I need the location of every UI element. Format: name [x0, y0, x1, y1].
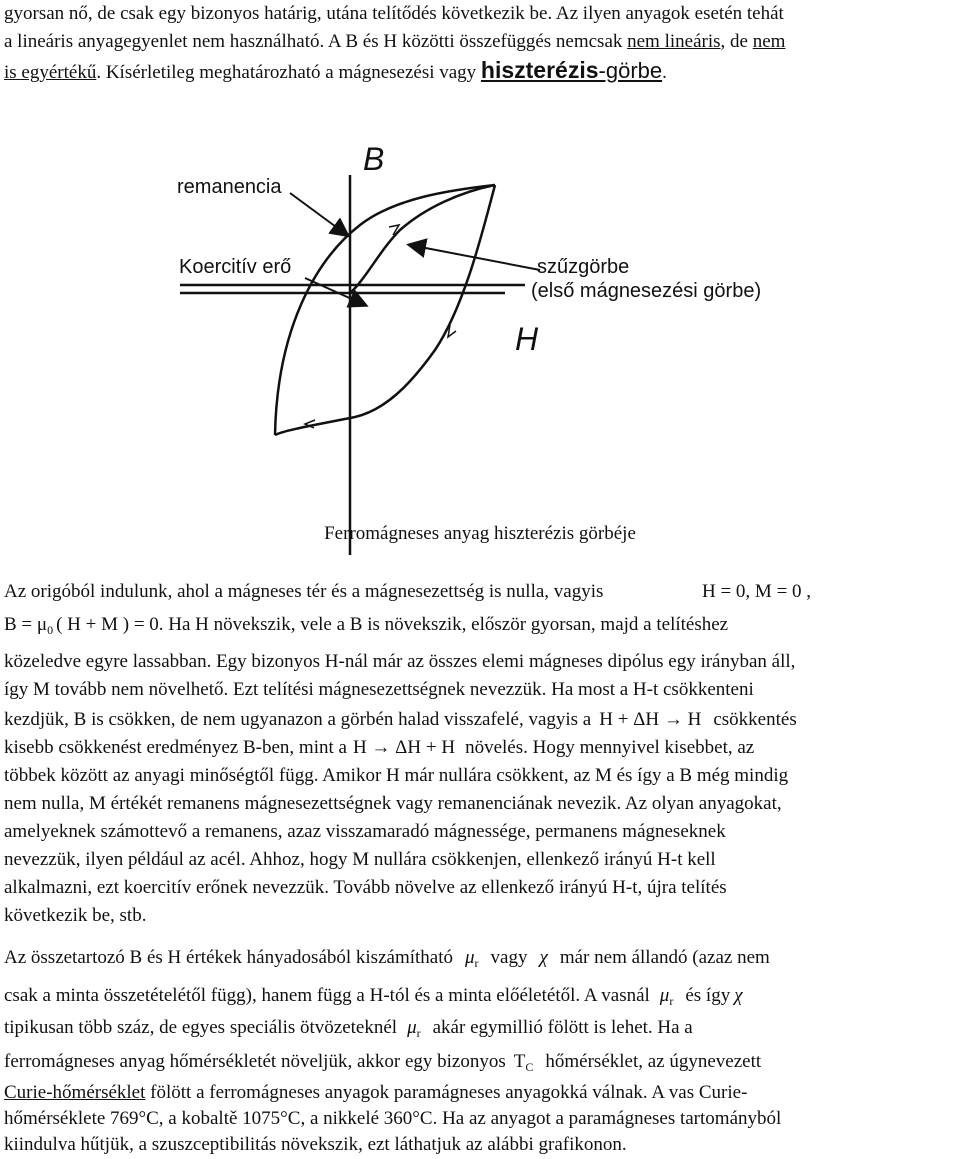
para2-text-3b: akár egymillió fölött is lehet. Ha a	[432, 1017, 693, 1038]
para1-line-10	[4, 848, 716, 872]
para2-text-1c: már nem állandó (azaz nem	[559, 947, 770, 968]
para1-text-7: többek között az anyagi minőségtől függ. Amikor H már nullára csökkent, az M és így a B még mindig	[4, 765, 789, 786]
koercitiv-label: Koercitív erő	[179, 256, 292, 278]
mu-subscript: 0	[47, 623, 54, 637]
para2-text-2a: csak a minta összetételétől függ), hanem függ a H-tól és a minta előéletétől. A vasnál	[4, 985, 650, 1006]
szuzgorbe-label-1: szűzgörbe	[537, 256, 630, 278]
para1-line-2	[4, 613, 728, 642]
para2-text-2b: és így	[685, 985, 731, 1006]
intro-text-2a: a lineáris anyagegyenlet nem használható. A B és H közötti összefüggés nemcsak	[4, 31, 628, 52]
para1-text-10: nevezzük, ilyen például az acél. Ahhoz, hogy M nullára csökkenjen, ellenkező irányú H-t kell	[4, 849, 716, 870]
mu-symbol-2: μ	[659, 985, 670, 1006]
remanencia-label: remanencia	[177, 176, 282, 198]
koercitiv-arrow	[305, 278, 365, 305]
para2-text-1b: vagy	[490, 947, 528, 968]
para1-text-6b: növelés. Hogy mennyivel kisebbet, az	[465, 737, 755, 758]
para2-text-3a: tipikusan több száz, de egyes speciális ötvözeteknél	[4, 1017, 398, 1038]
para1-text-1: Az origóból indulunk, ahol a mágneses tér és a mágnesezettség is nulla, vagyis	[4, 581, 604, 602]
para2-text-5b: fölött a ferromágneses anyagok paramágneses anyagokká válnak. A vas Curie-	[145, 1082, 748, 1103]
curie-link[interactable]: Curie-hőmérséklet	[4, 1082, 146, 1103]
tc-subscript: C	[525, 1060, 534, 1074]
intro-text-2c: , de	[720, 31, 753, 52]
hysteresis-lower-branch	[275, 185, 495, 435]
para1-line-8	[4, 792, 782, 816]
para1-text-8: nem nulla, M értékét remanens mágnesezettségnek vagy remanenciának nevezik. Az olyan anyagokat,	[4, 793, 782, 814]
para2-line-6	[4, 1107, 781, 1131]
chi-symbol-2: χ	[734, 985, 743, 1006]
para1-math-1	[702, 580, 811, 604]
para1-text-4: így M tovább nem növelhető. Ezt telítési mágnesezettségnek nevezzük. Ha most a H-t csökkenteni	[4, 679, 754, 700]
para2-text-4b: hőmérséklet, az úgynevezett	[545, 1051, 762, 1072]
para1-text-12: következik be, stb.	[4, 905, 147, 926]
para1-text-3: közeledve egyre lassabban. Egy bizonyos H-nál már az összes elemi mágneses dipólus egy irányban áll,	[4, 651, 796, 672]
para1-text-5b: csökkentés	[713, 709, 797, 730]
virgin-curve	[350, 185, 495, 293]
intro-line-2	[4, 30, 785, 54]
szuzgorbe-label-2: (első mágnesezési görbe)	[531, 280, 762, 302]
para2-text-4a: ferromágneses anyag hőmérsékletét növeljük, akkor egy bizonyos	[4, 1051, 506, 1072]
para1-text-5a: kezdjük, B is csökken, de nem ugyanazon a görbén halad visszafelé, vagyis a	[4, 709, 592, 730]
intro-text-1: gyorsan nő, de csak egy bizonyos határig, utána telítődés következik be. Az ilyen anyagok esetén tehát	[4, 3, 784, 24]
para1-line-12	[4, 904, 146, 928]
intro-text-3b: . Kísérletileg meghatározható a mágnesezési vagy	[96, 62, 481, 83]
intro-text-2b: nem lineáris	[627, 31, 721, 52]
equation-decrease: H + ΔH → H	[599, 709, 702, 730]
para2-line-5	[4, 1081, 747, 1105]
intro-text-3e: .	[662, 62, 667, 83]
figure-caption: Ferromágneses anyag hiszterézis görbéje	[324, 523, 636, 544]
para1-line-5	[4, 708, 797, 732]
para2-line-1	[4, 946, 770, 975]
para2-line-7	[4, 1133, 627, 1157]
mu-symbol: μ	[465, 947, 475, 968]
intro-text-3a: is egyértékű	[4, 62, 97, 83]
para1-line-9	[4, 820, 726, 844]
chi-symbol: χ	[539, 947, 548, 968]
para2-line-3	[4, 1016, 693, 1045]
equation-b-part: B = μ	[4, 614, 48, 635]
para2-text-6: hőmérséklete 769°C, a kobaltě 1075°C, a nikkelé 360°C. Ha az anyagot a paramágneses tartományból	[4, 1108, 782, 1129]
para2-line-4	[4, 1050, 761, 1079]
gorbe-term: -görbe	[598, 58, 663, 83]
para1-text-11: alkalmazni, ezt koercitív erőnek nevezzük. Tovább növelve az ellenkező irányú H-t, újra telítés	[4, 877, 727, 898]
mu-symbol-3: μ	[407, 1017, 417, 1038]
equation-increase: H → ΔH + H	[352, 737, 456, 758]
mu-r-subscript-3: r	[416, 1026, 421, 1040]
para2-text-1a: Az összetartozó B és H értékek hányadosából kiszámítható	[4, 947, 453, 968]
para1-line-7	[4, 764, 788, 788]
remanencia-arrow	[290, 193, 347, 235]
para1-line-1	[4, 580, 603, 604]
para2-line-2	[4, 984, 743, 1013]
para1-line-11	[4, 876, 727, 900]
hiszterezis-term: hiszterézis	[480, 57, 599, 83]
szuzgorbe-arrow	[410, 245, 540, 270]
intro-line-3	[4, 58, 667, 85]
para1-line-3	[4, 650, 795, 674]
hysteresis-figure	[165, 130, 815, 560]
para1-line-6	[4, 736, 754, 760]
axis-b-label: B	[363, 141, 385, 177]
equation-h-m-zero: H = 0, M = 0 ,	[702, 581, 812, 602]
hysteresis-upper-branch	[275, 185, 495, 435]
mu-r-subscript: r	[474, 956, 479, 970]
mu-r-subscript-2: r	[669, 994, 674, 1008]
para1-text-6a: kisebb csökkenést eredményez B-ben, mint a	[4, 737, 347, 758]
curve-arrow-2	[448, 325, 456, 337]
para2-text-7: kiindulva hűtjük, a szuszceptibilitás növekszik, ezt láthatjuk az alábbi grafikonon.	[4, 1134, 627, 1155]
tc-symbol: T	[513, 1051, 526, 1072]
axis-h-label: H	[515, 321, 539, 357]
para1-text-2: . Ha H növekszik, vele a B is növekszik, először gyorsan, majd a telítéshez	[158, 614, 729, 635]
equation-hm-part: ( H + M ) = 0	[56, 614, 159, 635]
intro-text-2d: nem	[752, 31, 786, 52]
para1-text-9: amelyeknek számottevő a remanens, azaz visszamaradó mágnessége, permanens mágneseknek	[4, 821, 726, 842]
intro-line-1	[4, 2, 784, 26]
para1-line-4	[4, 678, 754, 702]
